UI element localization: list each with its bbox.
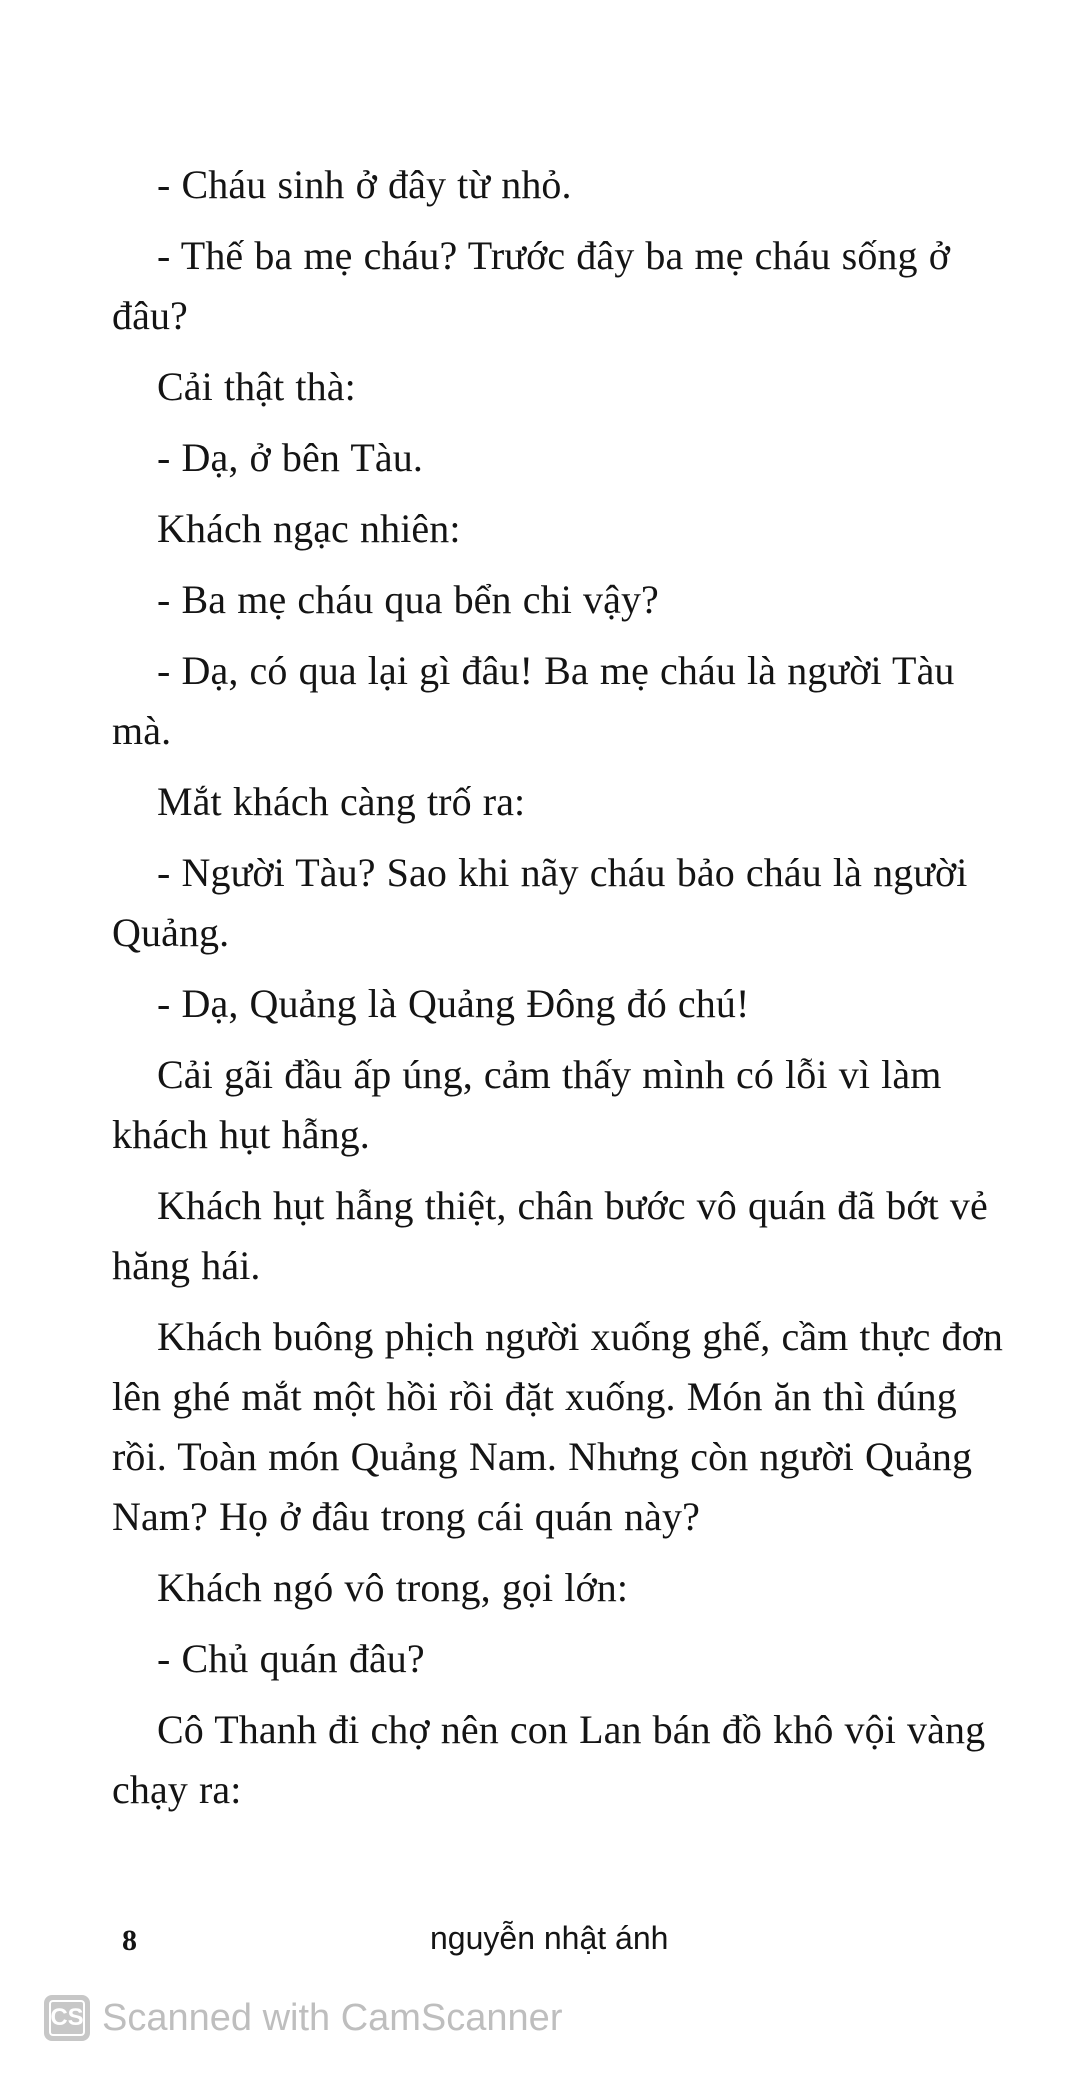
- paragraph: Cô Thanh đi chợ nên con Lan bán đồ khô vội vàng chạy ra:: [112, 1707, 986, 1812]
- paragraph: - Dạ, ở bên Tàu.: [157, 435, 423, 480]
- paragraph: Khách ngó vô trong, gọi lớn:: [157, 1565, 629, 1610]
- paragraph: Khách buông phịch người xuống ghế, cầm thực đơn lên ghé mắt một hồi rồi đặt xuống. Món ăn thì đúng rồi. Toàn món Quảng Nam. Nhưng còn người Quảng Nam? Họ ở đâu trong cái quán này?: [112, 1314, 1003, 1539]
- paragraph: - Cháu sinh ở đây từ nhỏ.: [157, 162, 572, 207]
- page-number: 8: [122, 1924, 137, 1957]
- running-footer-author: nguyễn nhật ánh: [430, 1920, 669, 1956]
- paragraph: Khách hụt hẫng thiệt, chân bước vô quán đã bớt vẻ hăng hái.: [112, 1183, 988, 1288]
- paragraph: Khách ngạc nhiên:: [157, 506, 461, 551]
- paragraph: Cải thật thà:: [157, 364, 356, 409]
- paragraph: - Dạ, Quảng là Quảng Đông đó chú!: [157, 981, 750, 1026]
- paragraph: - Người Tàu? Sao khi nãy cháu bảo cháu là người Quảng.: [112, 850, 968, 955]
- scanner-watermark: [44, 1994, 562, 2042]
- watermark-text: Scanned with CamScanner: [102, 1996, 563, 2039]
- paragraph: - Chủ quán đâu?: [157, 1636, 425, 1681]
- paragraph: Mắt khách càng trố ra:: [157, 779, 526, 824]
- body-text: [112, 155, 1012, 1831]
- paragraph: - Ba mẹ cháu qua bển chi vậy?: [157, 577, 659, 622]
- camscanner-logo-icon: CS: [44, 1995, 90, 2041]
- paragraph: - Thế ba mẹ cháu? Trước đây ba mẹ cháu sống ở đâu?: [112, 233, 950, 338]
- paragraph: Cải gãi đầu ấp úng, cảm thấy mình có lỗi vì làm khách hụt hẫng.: [112, 1052, 942, 1157]
- paragraph: - Dạ, có qua lại gì đâu! Ba mẹ cháu là người Tàu mà.: [112, 648, 955, 753]
